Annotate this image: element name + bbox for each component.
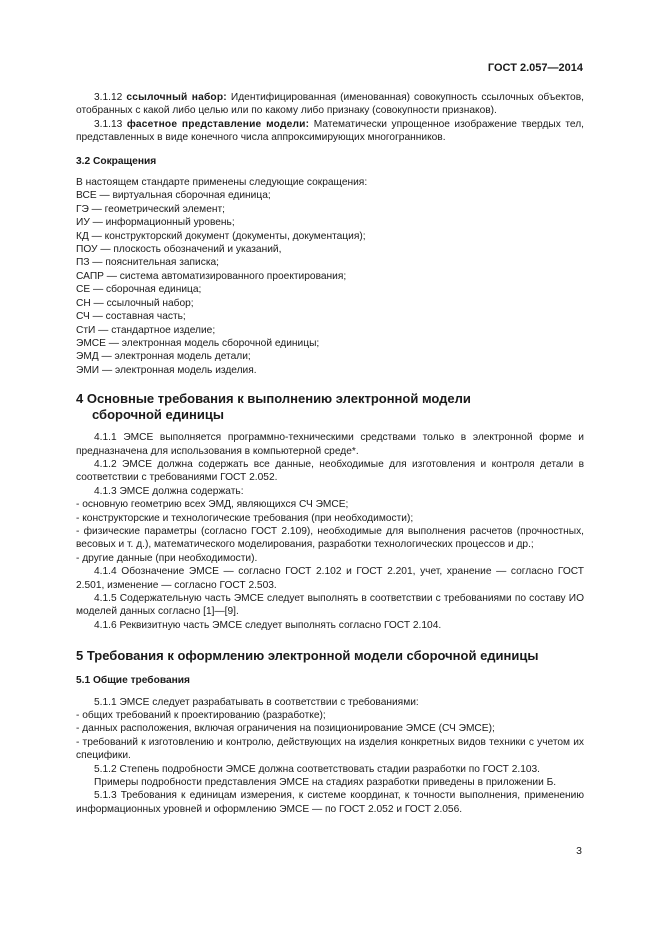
paragraph-4-1-4: 4.1.4 Обозначение ЭМСЕ — согласно ГОСТ 2.102 и ГОСТ 2.201, учет, хранение — согласно ГОСТ 2.501, изменение — согласно ГОСТ 2.503. bbox=[76, 566, 584, 591]
list-item: - конструкторские и технологические требования (при необходимости); bbox=[76, 512, 414, 524]
list-item: - данных расположения, включая ограничения на позиционирование ЭМСЕ (СЧ ЭМСЕ); bbox=[76, 723, 495, 735]
abbreviation-item: СЕ — сборочная единица; bbox=[76, 284, 202, 296]
paragraph-5-1-2-examples: Примеры подробности представления ЭМСЕ на стадиях разработки приведены в приложении Б. bbox=[94, 777, 557, 789]
list-item: - общих требований к проектированию (разработке); bbox=[76, 710, 326, 722]
abbreviation-item: ЭМСЕ — электронная модель сборочной единицы; bbox=[76, 337, 320, 349]
section-5-1-heading: 5.1 Общие требования bbox=[76, 675, 190, 687]
paragraph-4-1-5: 4.1.5 Содержательную часть ЭМСЕ следует выполнять в соответствии с требованиями по составу ИО моделей данных согласно [1]—[9]. bbox=[76, 593, 584, 618]
abbreviation-item: ПЗ — пояснительная записка; bbox=[76, 257, 220, 269]
document-code: ГОСТ 2.057—2014 bbox=[487, 62, 583, 74]
abbreviation-item: СН — ссылочный набор; bbox=[76, 297, 194, 309]
term-definition: Математически упрощенное изображение твердых тел, представленных в виде конечного числа аппроксимирующих многогранников. bbox=[76, 118, 584, 144]
abbreviations-intro: В настоящем стандарте применены следующие сокращения: bbox=[76, 177, 368, 189]
abbreviation-item: ГЭ — геометрический элемент; bbox=[76, 203, 225, 215]
term-number: 3.1.12 bbox=[94, 92, 123, 103]
abbreviation-item: КД — конструкторский документ (документы, документация); bbox=[76, 230, 366, 242]
section-4-heading-line2: сборочной единицы bbox=[92, 407, 224, 423]
term-3-1-12 bbox=[76, 91, 584, 118]
abbreviation-item: ЭМИ — электронная модель изделия. bbox=[76, 364, 257, 376]
list-item: - другие данные (при необходимости). bbox=[76, 552, 258, 564]
abbreviation-item: САПР — система автоматизированного проектирования; bbox=[76, 270, 347, 282]
section-4-heading bbox=[76, 391, 584, 423]
term-definition: Идентифицированная (именованная) совокупность ссылочных объектов, отобранных с какой либо целью или по какому либо признаку (совокупности признаков). bbox=[76, 92, 584, 117]
abbreviation-item: СтИ — стандартное изделие; bbox=[76, 324, 216, 336]
page-number: 3 bbox=[576, 845, 582, 857]
abbreviation-item: ПОУ — плоскость обозначений и указаний, bbox=[76, 244, 282, 256]
section-5-heading: 5 Требования к оформлению электронной модели сборочной единицы bbox=[76, 648, 539, 664]
abbreviation-item: ИУ — информационный уровень; bbox=[76, 217, 235, 229]
term-title: фасетное представление модели: bbox=[126, 118, 310, 130]
paragraph-5-1-2: 5.1.2 Степень подробности ЭМСЕ должна соответствовать стадии разработки по ГОСТ 2.103. bbox=[94, 763, 541, 775]
abbreviations-heading: 3.2 Сокращения bbox=[76, 155, 157, 167]
term-number: 3.1.13 bbox=[94, 118, 123, 130]
section-4-heading-line1: 4 Основные требования к выполнению электронной модели bbox=[76, 391, 471, 407]
list-item: - требований к изготовлению и контролю, действующих на изделия конкретных видов техники с учетом их специфики. bbox=[76, 736, 584, 762]
paragraph-5-1-1: 5.1.1 ЭМСЕ следует разрабатывать в соответствии с требованиями: bbox=[94, 696, 419, 708]
paragraph-5-1-3: 5.1.3 Требования к единицам измерения, к системе координат, к точности выполнения, применению информационных уровней и оформлению ЭМСЕ — по ГОСТ 2.052 и ГОСТ 2.056. bbox=[76, 790, 584, 815]
abbreviation-item: ЭМД — электронная модель детали; bbox=[76, 351, 251, 363]
paragraph-4-1-2: 4.1.2 ЭМСЕ должна содержать все данные, необходимые для изготовления и контроля детали в соответствии с требованиями ГОСТ 2.052. bbox=[76, 458, 584, 484]
term-3-1-13 bbox=[76, 118, 584, 145]
paragraph-4-1-3: 4.1.3 ЭМСЕ должна содержать: bbox=[94, 485, 244, 497]
term-title: ссылочный набор: bbox=[126, 92, 227, 103]
list-item: - основную геометрию всех ЭМД, являющихся СЧ ЭМСЕ; bbox=[76, 499, 349, 511]
abbreviations-list bbox=[76, 189, 584, 377]
list-item: - физические параметры (согласно ГОСТ 2.109), необходимые для выполнения расчетов (прочностных, весовых и т. д.), математического моделирования, разработки технологических процессов и др.; bbox=[76, 525, 584, 551]
page-content bbox=[76, 91, 584, 816]
abbreviation-item: ВСЕ — виртуальная сборочная единица; bbox=[76, 190, 271, 202]
abbreviation-item: СЧ — составная часть; bbox=[76, 311, 186, 323]
paragraph-4-1-6: 4.1.6 Реквизитную часть ЭМСЕ следует выполнять согласно ГОСТ 2.104. bbox=[94, 619, 442, 631]
paragraph-4-1-1: 4.1.1 ЭМСЕ выполняется программно-техническими средствами только в электронной форме и предназначена для использования в компьютерной среде*. bbox=[76, 432, 584, 457]
